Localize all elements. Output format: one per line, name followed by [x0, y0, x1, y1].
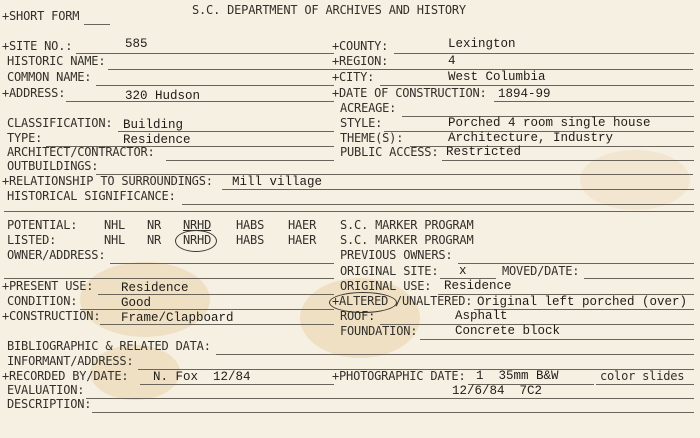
relationship-label: +RELATIONSHIP TO SURROUNDINGS:	[2, 174, 213, 188]
rule	[108, 69, 693, 70]
description-label: DESCRIPTION:	[7, 397, 92, 411]
present-use-label: +PRESENT USE:	[2, 279, 94, 293]
roof-value: Asphalt	[455, 309, 508, 323]
significance-label: HISTORICAL SIGNIFICANCE:	[7, 189, 176, 203]
rule	[86, 398, 694, 399]
listed-habs: HABS	[236, 233, 265, 247]
style-value: Porched 4 room single house	[448, 116, 651, 130]
region-value: 4	[448, 54, 456, 68]
architect-label: ARCHITECT/CONTRACTOR:	[7, 145, 155, 159]
rule	[76, 53, 334, 54]
informant-label: INFORMANT/ADDRESS:	[7, 354, 134, 368]
photographic-date-label: +PHOTOGRAPHIC DATE:	[332, 369, 466, 383]
classification-label: CLASSIFICATION:	[7, 116, 113, 130]
recorded-by-value: N. Fox 12/84	[153, 370, 251, 384]
rule	[182, 204, 694, 205]
listed-nrhd-circle	[175, 230, 217, 252]
rule	[118, 131, 334, 132]
city-label: +CITY:	[332, 70, 375, 84]
photographic-date-value: 1 35mm B&W	[476, 369, 559, 383]
potential-nrhd: NRHD	[183, 218, 212, 232]
construction-label: +CONSTRUCTION:	[2, 309, 101, 323]
rule	[66, 101, 334, 102]
rule	[84, 24, 110, 25]
bibliographic-label: BIBLIOGRAPHIC & RELATED DATA:	[7, 339, 211, 353]
public-access-value: Restricted	[446, 145, 522, 159]
listed-nhl: NHL	[104, 233, 126, 247]
present-use-value: Residence	[121, 281, 189, 295]
acreage-label: ACREAGE:	[340, 101, 397, 115]
altered-value: Original left porched (over)	[477, 295, 688, 309]
rule	[166, 160, 334, 161]
listed-nr: NR	[147, 233, 162, 247]
themes-value: Architecture, Industry	[448, 131, 614, 145]
site-no-value: 585	[125, 37, 148, 51]
date-of-construction-label: +DATE OF CONSTRUCTION:	[332, 86, 487, 100]
relationship-value: Mill village	[232, 175, 323, 189]
previous-owners-label: PREVIOUS OWNERS:	[340, 248, 453, 262]
style-label: STYLE:	[340, 116, 383, 130]
rule	[96, 85, 334, 86]
card-title: S.C. DEPARTMENT OF ARCHIVES AND HISTORY	[192, 3, 466, 17]
construction-value: Frame/Clapboard	[121, 311, 234, 325]
stain	[580, 150, 690, 210]
potential-nr: NR	[147, 218, 162, 232]
foundation-label: FOUNDATION:	[340, 324, 418, 338]
potential-haer: HAER	[288, 218, 317, 232]
rule	[100, 324, 334, 325]
original-use-value: Residence	[444, 279, 512, 293]
county-value: Lexington	[448, 37, 516, 51]
condition-value: Good	[121, 296, 152, 310]
rule	[98, 294, 334, 295]
rule	[110, 263, 334, 264]
short-form-label: +SHORT FORM	[2, 9, 80, 23]
potential-label: POTENTIAL:	[7, 218, 78, 232]
type-label: TYPE:	[7, 131, 43, 145]
photo-reference: 12/6/84 7C2	[452, 384, 543, 398]
rule	[80, 309, 334, 310]
rule	[442, 160, 694, 161]
common-name-label: COMMON NAME:	[7, 70, 92, 84]
type-value: Residence	[123, 133, 191, 147]
historic-name-label: HISTORIC NAME:	[7, 54, 106, 68]
original-site-value: x	[459, 264, 467, 278]
roof-label: ROOF:	[340, 309, 376, 323]
marker-program-label-2: S.C. MARKER PROGRAM	[340, 233, 474, 247]
listed-nrhd: NRHD	[183, 233, 212, 247]
moved-date-label: MOVED/DATE:	[502, 264, 580, 278]
foundation-value: Concrete block	[455, 324, 561, 338]
address-label: +ADDRESS:	[2, 86, 66, 100]
public-access-label: PUBLIC ACCESS:	[340, 145, 439, 159]
themes-label: THEME(S):	[340, 131, 404, 145]
rule	[584, 278, 694, 279]
listed-haer: HAER	[288, 233, 317, 247]
original-site-label: ORIGINAL SITE:	[340, 264, 439, 278]
original-use-label: ORIGINAL USE:	[340, 279, 432, 293]
rule	[222, 189, 694, 190]
site-no-label: +SITE NO.:	[2, 39, 73, 53]
owner-address-label: OWNER/ADDRESS:	[7, 248, 106, 262]
altered-label: +ALTERED	[332, 294, 389, 308]
rule	[394, 53, 694, 54]
city-value: West Columbia	[448, 70, 546, 84]
evaluation-label: EVALUATION:	[7, 383, 85, 397]
rule	[92, 412, 694, 413]
county-label: +COUNTY:	[332, 39, 389, 53]
listed-label: LISTED:	[7, 233, 57, 247]
potential-nhl: NHL	[104, 218, 126, 232]
address-value: 320 Hudson	[125, 89, 201, 103]
recorded-by-label: +RECORDED BY/DATE:	[2, 369, 129, 383]
potential-habs: HABS	[236, 218, 265, 232]
rule	[596, 384, 694, 385]
region-label: +REGION:	[332, 54, 389, 68]
condition-label: CONDITION:	[7, 294, 78, 308]
marker-program-label: S.C. MARKER PROGRAM	[340, 218, 474, 232]
classification-value: Building	[123, 118, 184, 132]
rule	[4, 211, 694, 212]
rule	[494, 101, 694, 102]
outbuildings-label: OUTBUILDINGS:	[7, 159, 99, 173]
rule	[216, 354, 694, 355]
date-of-construction-value: 1894-99	[498, 87, 551, 101]
unaltered-label: /UNALTERED:	[395, 294, 473, 308]
rule	[140, 384, 334, 385]
rule	[420, 339, 694, 340]
color-slides-label: color slides	[600, 369, 685, 383]
